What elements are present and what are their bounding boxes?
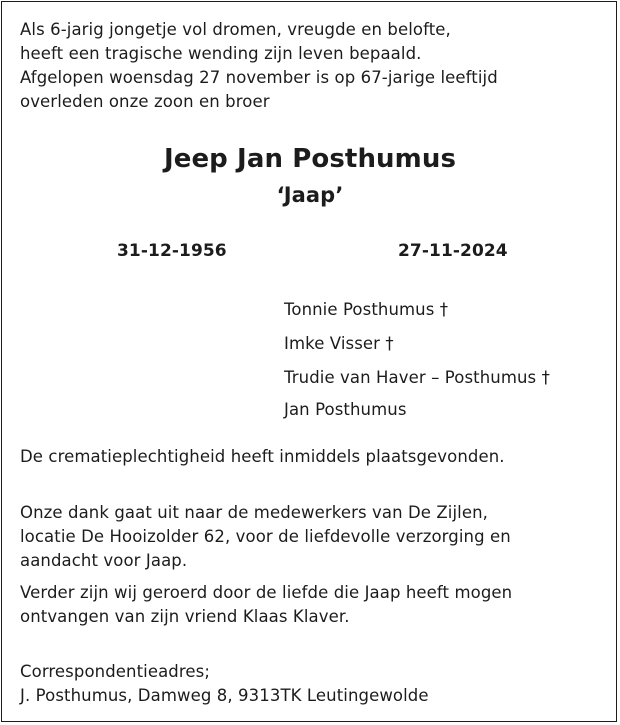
relative-name: Jan Posthumus: [284, 400, 407, 419]
relative-name: Trudie van Haver – Posthumus †: [284, 368, 550, 387]
correspondence-address: J. Posthumus, Damweg 8, 9313TK Leutingewolde: [20, 686, 429, 705]
thanks-line: aandacht voor Jaap.: [20, 551, 188, 570]
correspondence-label: Correspondentieadres;: [20, 662, 211, 681]
obituary-card: [1, 1, 617, 722]
gratitude-line: ontvangen van zijn vriend Klaas Klaver.: [20, 607, 350, 626]
deceased-nickname: ‘Jaap’: [276, 183, 344, 207]
birth-date: 31-12-1956: [117, 241, 227, 261]
relative-name: Imke Visser †: [284, 334, 394, 353]
cremation-notice: De crematieplechtigheid heeft inmiddels plaatsgevonden.: [20, 447, 505, 466]
intro-line: heeft een tragische wending zijn leven bepaald.: [20, 44, 422, 63]
intro-line: overleden onze zoon en broer: [20, 92, 270, 111]
thanks-line: Onze dank gaat uit naar de medewerkers van De Zijlen,: [20, 503, 489, 522]
thanks-line: locatie De Hooizolder 62, voor de liefdevolle verzorging en: [20, 527, 511, 546]
death-date: 27-11-2024: [398, 241, 508, 261]
deceased-name: Jeep Jan Posthumus: [163, 144, 457, 174]
intro-line: Afgelopen woensdag 27 november is op 67-jarige leeftijd: [20, 68, 498, 87]
intro-line: Als 6-jarig jongetje vol dromen, vreugde en belofte,: [20, 20, 451, 39]
relative-name: Tonnie Posthumus †: [284, 300, 449, 319]
gratitude-line: Verder zijn wij geroerd door de liefde die Jaap heeft mogen: [20, 583, 513, 602]
